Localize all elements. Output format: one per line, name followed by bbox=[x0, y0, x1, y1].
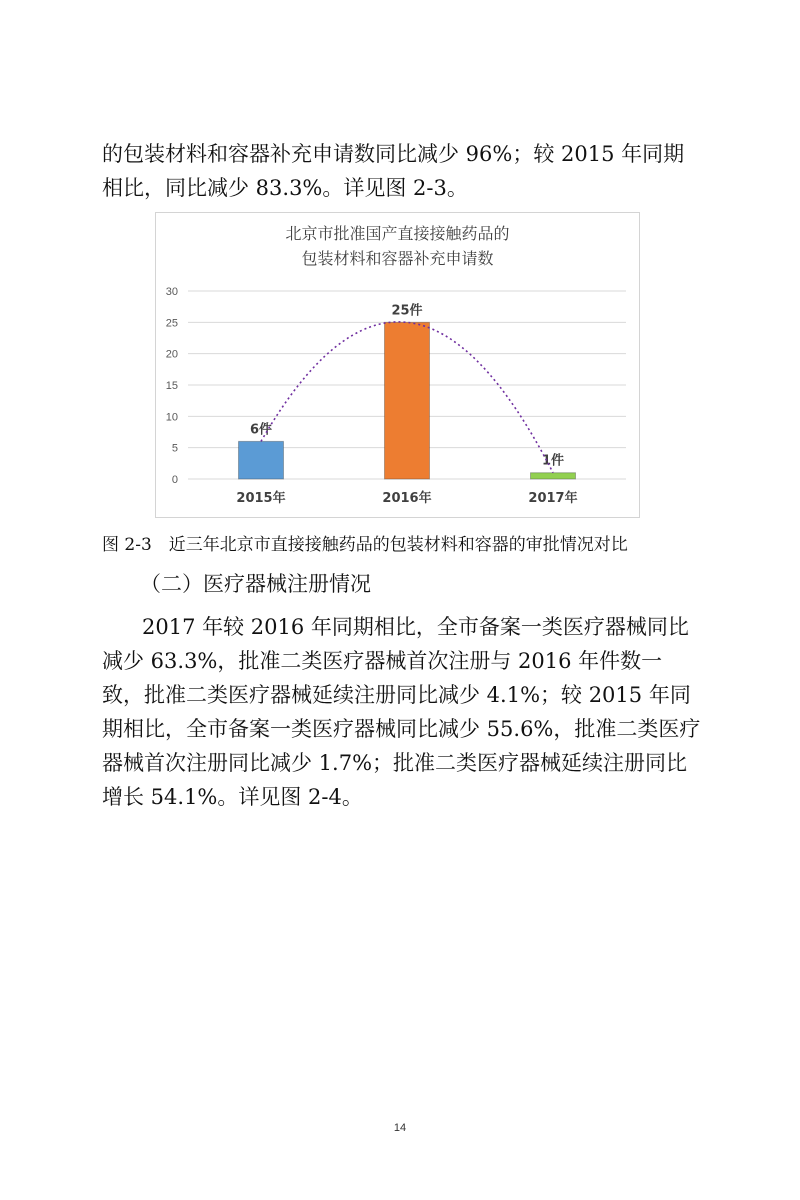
y-tick-label: 5 bbox=[171, 442, 178, 455]
figure-caption: 图 2-3 近三年北京市直接接触药品的包装材料和容器的审批情况对比 bbox=[102, 535, 628, 555]
y-tick-label: 0 bbox=[171, 474, 178, 486]
body-paragraph: 的包装材料和容器补充申请数同比减少 96%；较 2015 年同期相比，同比减少 83.3%。详见图 2-3。 bbox=[102, 142, 685, 200]
x-tick-label: 2016年 bbox=[382, 491, 432, 506]
bar bbox=[531, 473, 576, 479]
chart-title-line: 包装材料和容器补充申请数 bbox=[301, 249, 494, 268]
y-tick-label: 10 bbox=[165, 411, 178, 424]
x-tick-label: 2015年 bbox=[236, 491, 286, 506]
chart-title-line: 北京市批准国产直接接触药品的 bbox=[285, 224, 510, 243]
data-label: 25件 bbox=[391, 303, 423, 319]
section-heading: （二）医疗器械注册情况 bbox=[140, 572, 371, 596]
bar bbox=[239, 441, 284, 479]
page-number: 14 bbox=[393, 1122, 407, 1134]
y-tick-label: 20 bbox=[165, 348, 178, 361]
chart-title bbox=[156, 221, 639, 271]
x-tick-label: 2017年 bbox=[528, 491, 578, 506]
bar-chart bbox=[155, 212, 640, 518]
y-tick-label: 25 bbox=[165, 317, 178, 330]
data-label: 6件 bbox=[249, 422, 273, 438]
y-tick-label: 30 bbox=[165, 286, 178, 298]
body-paragraph: 2017 年较 2016 年同期相比，全市备案一类医疗器械同比减少 63.3%，批准二类医疗器械首次注册与 2016 年件数一致，批准二类医疗器械延续注册同比减少 4.1%；较 2015 年同期相比，全市备案一类医疗器械同比减少 55.6%，批准二类医疗器械首次注册同比减少 1.7%；批准二类医疗器械延续注册同比增长 54.1%。详见图 2-4。 bbox=[102, 615, 701, 809]
bar bbox=[385, 322, 430, 479]
y-tick-label: 15 bbox=[165, 380, 178, 392]
data-label: 1件 bbox=[541, 453, 565, 469]
